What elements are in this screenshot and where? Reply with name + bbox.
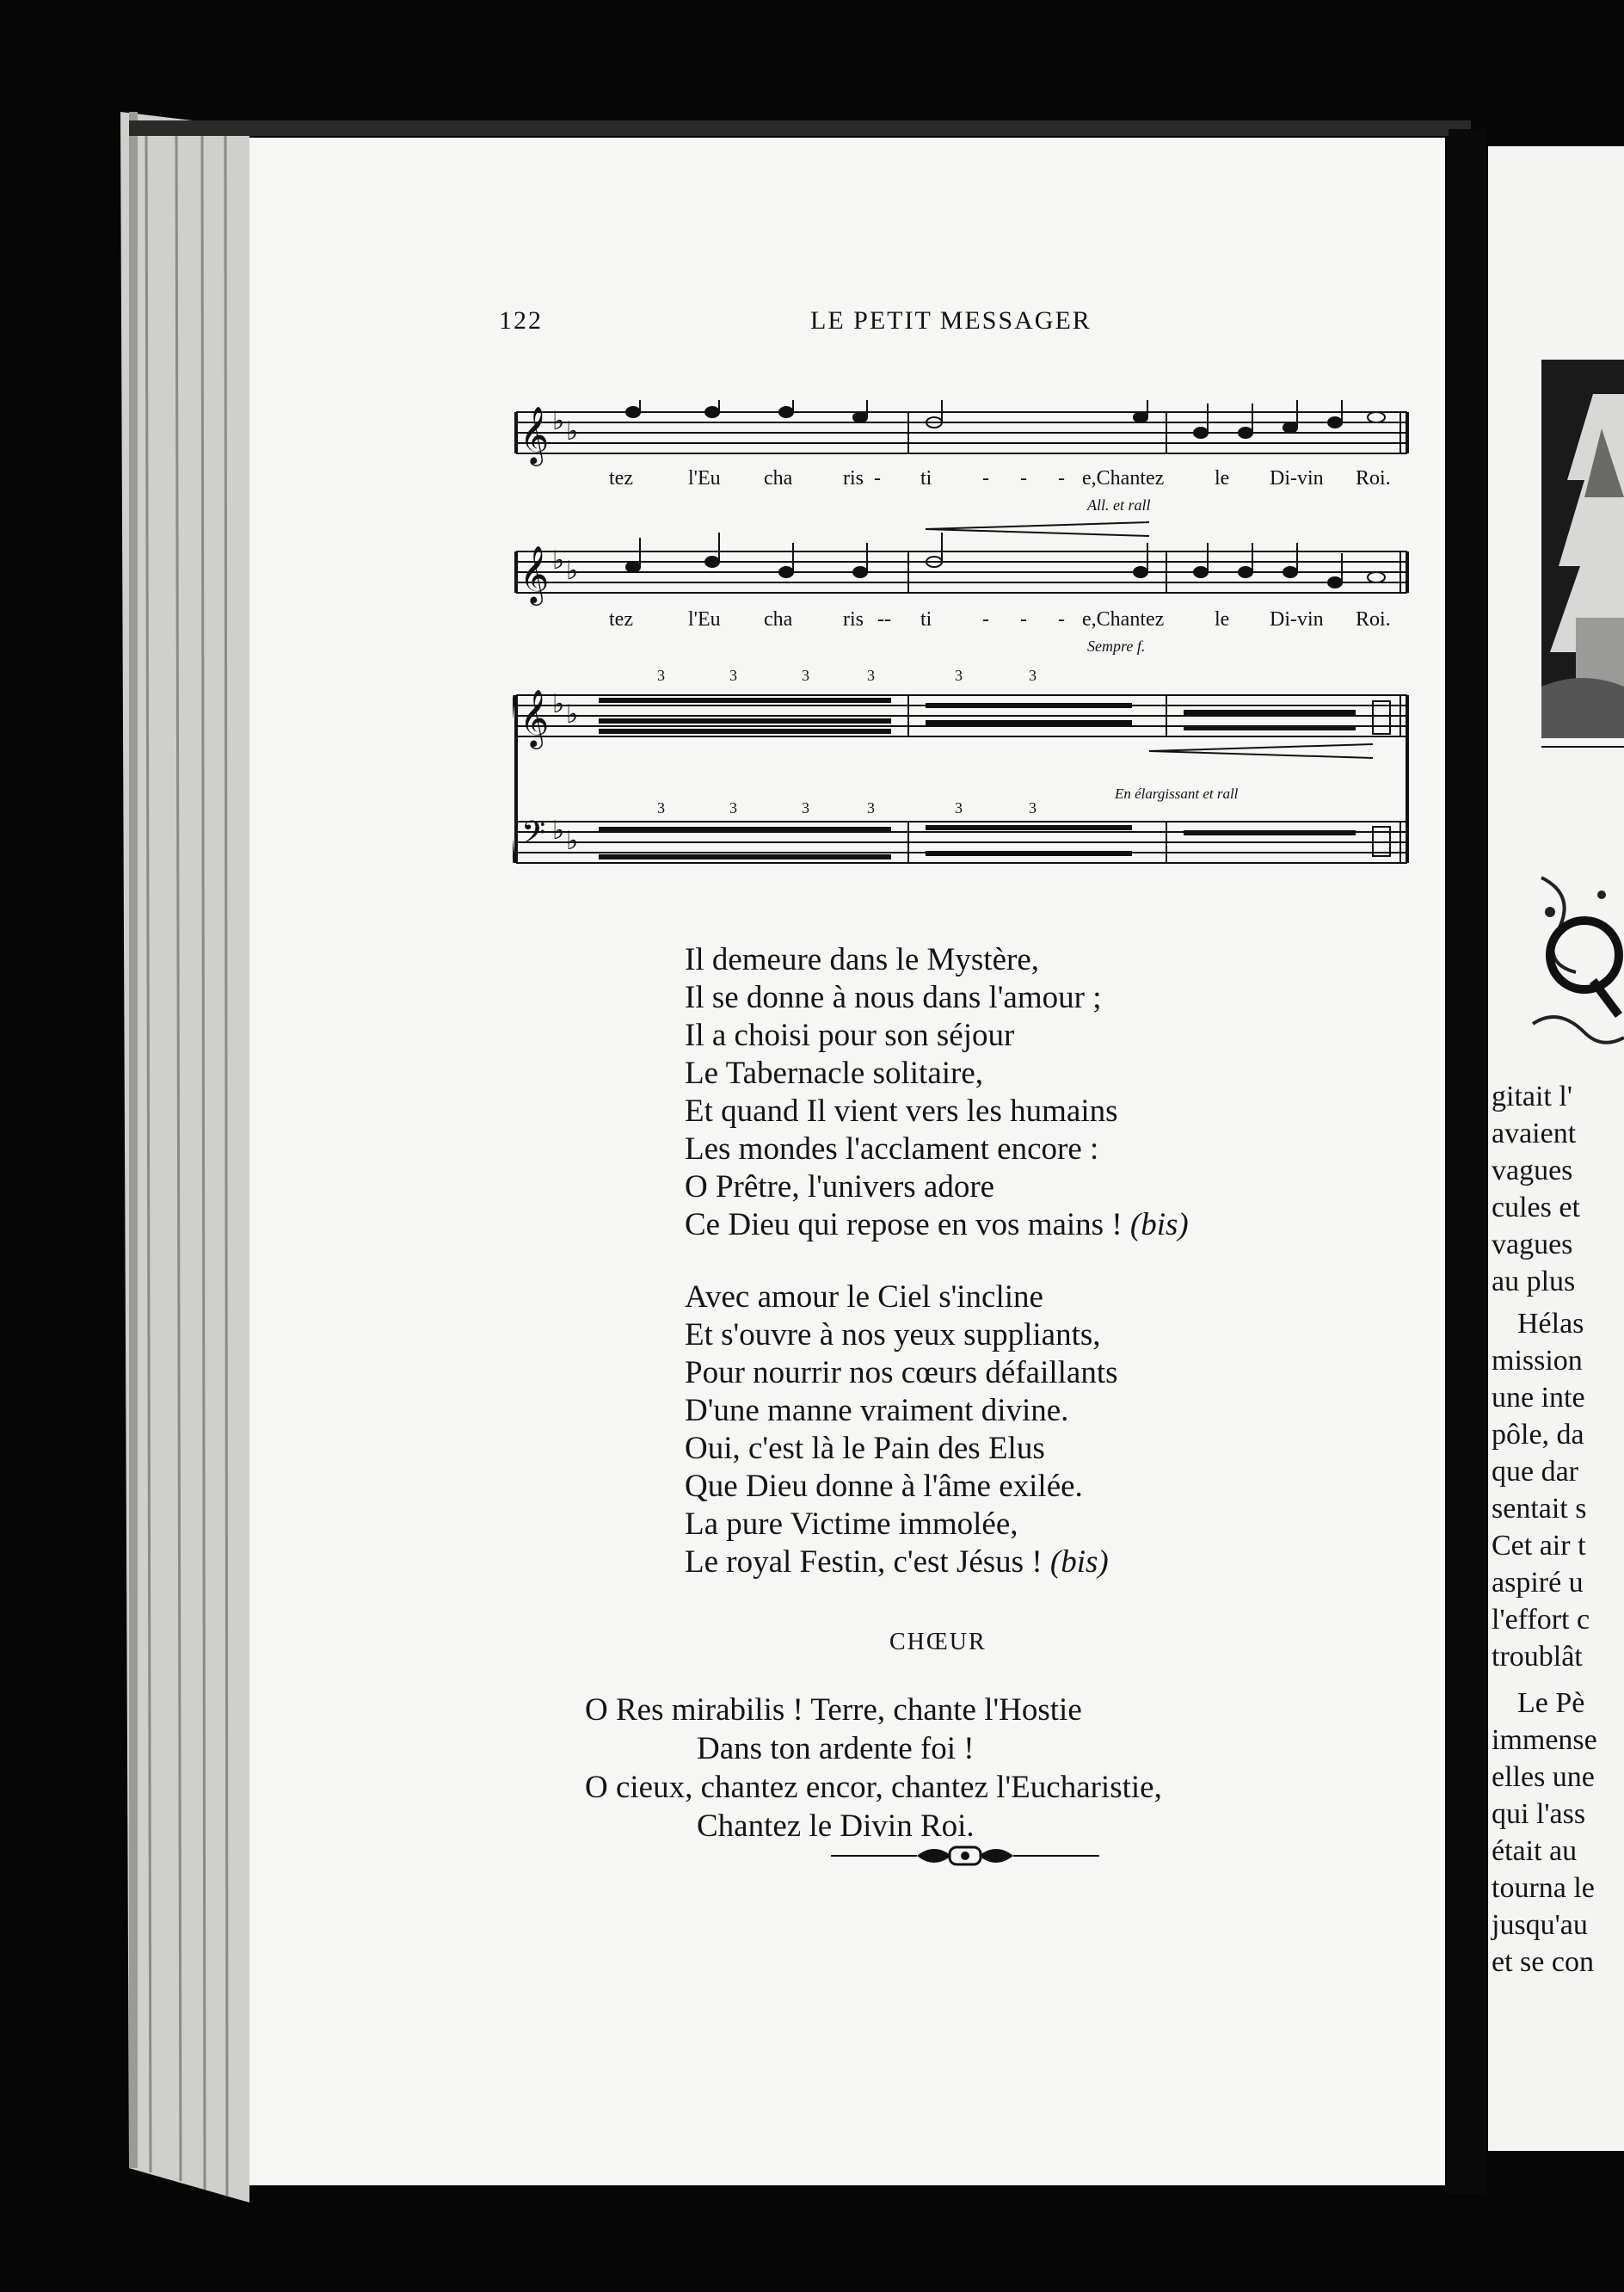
text-line: sentait s [1492,1493,1587,1525]
svg-text:Roi.: Roi. [1356,608,1391,631]
svg-text:Di-vin: Di-vin [1270,608,1324,631]
treble-clef-icon: 𝄞 [520,546,550,602]
svg-text:cha: cha [764,467,793,490]
verse-line: Il demeure dans le Mystère, [685,942,1039,977]
verse-line: Que Dieu donne à l'âme exilée. [685,1469,1083,1504]
text-line: immense [1492,1724,1597,1756]
svg-text:3: 3 [955,667,963,684]
text-line: qui l'ass [1492,1798,1586,1830]
page-header [499,306,1359,341]
text-line: avaient [1492,1118,1577,1149]
ornament-divider-icon [831,1839,1099,1873]
choeur-heading: CHŒUR [889,1629,987,1655]
right-page-text-block-1 [1492,1078,1624,1300]
text-line: mission [1492,1345,1583,1377]
text-line: Hélas [1517,1308,1584,1340]
svg-text:-: - [1020,467,1027,490]
svg-text:3: 3 [867,667,875,684]
forest-illustration [1541,360,1624,755]
text-line: et se con [1492,1946,1594,1978]
svg-text:-: - [982,467,989,490]
svg-text:-: - [1058,608,1065,631]
stanza-2 [685,1278,1338,1581]
chorus-line: Dans ton ardente foi ! [697,1731,975,1766]
svg-text:--: -- [877,608,891,631]
right-page-text-block-3 [1492,1685,1624,1981]
text-line: était au [1492,1835,1578,1867]
verse-line: La pure Victime immolée, [685,1506,1018,1542]
verse-line: D'une manne vraiment divine. [685,1393,1069,1428]
svg-text:e,Chantez: e,Chantez [1082,608,1165,631]
verse-line-text: Le royal Festin, c'est Jésus ! [685,1544,1050,1580]
right-page-text-block-2 [1492,1305,1624,1675]
verse-line: Et s'ouvre à nos yeux suppliants, [685,1317,1101,1352]
svg-text:♭: ♭ [552,407,565,435]
text-line: l'effort c [1492,1604,1590,1636]
verse-line [685,1543,1338,1581]
svg-text:cha: cha [764,608,793,631]
verse-line: Pour nourrir nos cœurs défaillants [685,1355,1118,1390]
chorus-line: Chantez le Divin Roi. [697,1808,975,1844]
chorus-line: O Res mirabilis ! Terre, chante l'Hostie [585,1692,1082,1728]
svg-text:3: 3 [657,667,665,684]
text-line: vagues [1492,1155,1573,1186]
svg-text:tez: tez [609,608,633,631]
svg-text:le: le [1215,467,1230,490]
piano-brace [513,695,514,863]
text-line: au plus [1492,1266,1576,1297]
treble-clef-icon: 𝄞 [520,407,550,463]
direction-2: Sempre f. [1087,638,1146,655]
svg-text:-: - [1058,467,1065,490]
verse-line: Il a choisi pour son séjour [685,1018,1015,1053]
alto-notes [626,533,1385,588]
chorus-line: O cieux, chantez encor, chantez l'Eucharistie, [585,1770,1162,1805]
staff-soprano [516,412,1407,453]
running-title: LE PETIT MESSAGER [810,306,1092,335]
staff-alto [516,551,1407,593]
svg-text:♭: ♭ [566,557,579,585]
text-line: elles une [1492,1761,1595,1793]
verse-line: Le Tabernacle solitaire, [685,1056,984,1091]
svg-text:♭: ♭ [566,827,579,855]
music-score [513,400,1412,908]
text-line: tourna le [1492,1872,1595,1904]
verse-line: Oui, c'est là le Pain des Elus [685,1431,1045,1466]
stanza-1 [685,941,1338,1244]
text-line: troublât [1492,1641,1583,1673]
svg-text:le: le [1215,608,1230,631]
direction-3: En élargissant et rall [1115,786,1239,802]
text-line: que dar [1492,1456,1579,1488]
page-number: 122 [499,306,543,335]
bis-marker: (bis) [1049,1544,1109,1580]
verse-line [685,1206,1338,1244]
svg-text:3: 3 [729,799,737,816]
svg-text:3: 3 [955,799,963,816]
svg-text:♭: ♭ [566,700,579,729]
svg-text:ti: ti [920,608,932,631]
treble-clef-icon: 𝄞 [520,690,550,746]
svg-text:ris: ris [843,608,864,631]
svg-text:-: - [1020,608,1027,631]
svg-text:♭: ♭ [566,417,579,446]
verse-line: Et quand Il vient vers les humains [685,1094,1118,1129]
verse-line: Avec amour le Ciel s'incline [685,1279,1043,1315]
svg-text:l'Eu: l'Eu [688,467,721,490]
flat-icon [552,407,578,855]
svg-text:-: - [874,467,881,490]
text-line: Le Pè [1517,1687,1585,1719]
svg-text:e,Chantez: e,Chantez [1082,467,1165,490]
text-line: vagues [1492,1229,1573,1260]
chorus [585,1691,1411,1845]
lyrics-lower [609,608,1391,631]
svg-text:♭: ♭ [552,816,565,845]
svg-text:ti: ti [920,467,932,490]
text-line: gitait l' [1492,1081,1572,1112]
svg-text:3: 3 [657,799,665,816]
text-line: cules et [1492,1192,1580,1223]
svg-text:Roi.: Roi. [1356,467,1391,490]
svg-text:3: 3 [802,667,809,684]
lyrics-upper [609,467,1391,490]
svg-text:3: 3 [802,799,809,816]
svg-text:♭: ♭ [552,690,565,718]
text-line: jusqu'au [1492,1909,1588,1941]
verse-line: Il se donne à nous dans l'amour ; [685,980,1102,1015]
text-line: aspiré u [1492,1567,1584,1599]
svg-text:3: 3 [867,799,875,816]
svg-text:l'Eu: l'Eu [688,608,721,631]
bass-clef-icon: 𝄢 [521,816,546,858]
bis-marker: (bis) [1129,1207,1189,1242]
svg-text:Di-vin: Di-vin [1270,467,1324,490]
svg-text:3: 3 [1029,667,1037,684]
verse-line: O Prêtre, l'univers adore [685,1169,995,1205]
svg-text:3: 3 [1029,799,1037,816]
svg-text:tez: tez [609,467,633,490]
text-line: Cet air t [1492,1530,1586,1562]
svg-text:ris: ris [843,467,864,490]
verse-line-text: Ce Dieu qui repose en vos mains ! [685,1207,1130,1242]
svg-text:3: 3 [729,667,737,684]
decorated-initial-icon [1524,869,1624,1060]
svg-text:-: - [982,608,989,631]
direction-1: All. et rall [1087,496,1151,514]
svg-text:♭: ♭ [552,546,565,575]
verse-line: Les mondes l'acclament encore : [685,1131,1099,1167]
triplet-markers [657,667,1037,816]
text-line: pôle, da [1492,1419,1584,1451]
text-line: une inte [1492,1382,1585,1414]
